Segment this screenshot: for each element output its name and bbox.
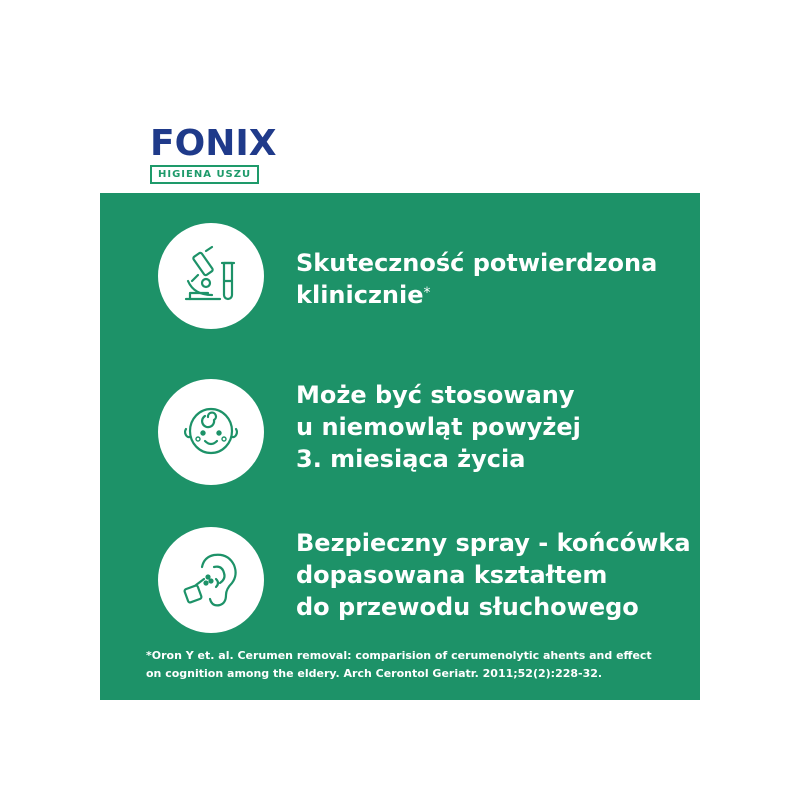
ear-spray-icon xyxy=(176,545,246,615)
feature-text xyxy=(296,527,691,623)
feature-line: dopasowana kształtem xyxy=(296,561,608,589)
feature-line: klinicznie xyxy=(296,281,424,309)
microscope-icon xyxy=(176,241,246,311)
brand-name: FONIX xyxy=(150,123,277,164)
feature-line: 3. miesiąca życia xyxy=(296,445,526,473)
feature-icon-circle xyxy=(158,527,264,633)
brand-o-letter: O xyxy=(174,123,206,164)
feature-icon-circle xyxy=(158,223,264,329)
feature-text xyxy=(296,379,581,475)
feature-text xyxy=(296,247,657,311)
footnote-line: *Oron Y et. al. Cerumen removal: comparision of cerumenolytic ahents and effect xyxy=(146,649,652,662)
footnote-citation xyxy=(146,647,691,683)
baby-face-icon xyxy=(176,397,246,467)
feature-line: u niemowląt powyżej xyxy=(296,413,581,441)
feature-line: do przewodu słuchowego xyxy=(296,593,639,621)
footnote-line: on cognition among the eldery. Arch Cerontol Geriatr. 2011;52(2):228-32. xyxy=(146,667,603,680)
footnote-marker: * xyxy=(423,285,431,301)
brand-tagline: HIGIENA USZU xyxy=(150,165,259,184)
feature-line: Skuteczność potwierdzona xyxy=(296,249,658,277)
fonix-logo xyxy=(150,123,277,184)
feature-line: Bezpieczny spray - końcówka xyxy=(296,529,691,557)
benefits-panel xyxy=(100,193,700,700)
feature-line: Może być stosowany xyxy=(296,381,575,409)
feature-icon-circle xyxy=(158,379,264,485)
